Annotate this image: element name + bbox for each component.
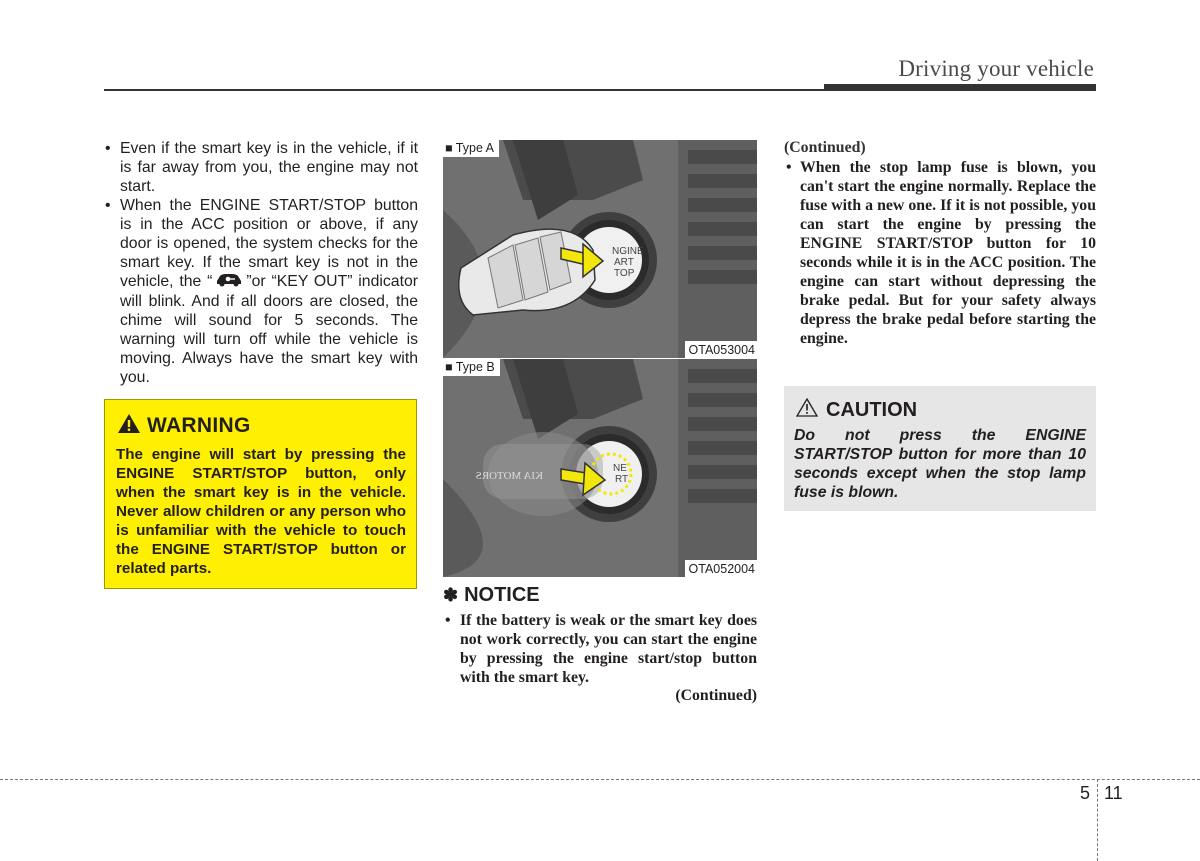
caution-triangle-icon (796, 398, 818, 422)
bullet-list (104, 139, 418, 387)
notice-title: NOTICE (464, 584, 540, 606)
svg-text:RT: RT (615, 474, 629, 485)
svg-text:TOP: TOP (614, 268, 635, 279)
fob-brand-text: KIA MOTORS (475, 470, 543, 482)
running-header: Driving your vehicle (898, 56, 1094, 81)
right-column (784, 139, 1096, 348)
bullet-text-part1: When the ENGINE START/STOP button is in the ACC position or above, if any door is opened, the system checks for the smart key. If the smart key is not in the vehicle, the “ (120, 197, 418, 291)
warning-header (117, 413, 416, 439)
notice-header (443, 584, 757, 607)
footer-rule (0, 779, 1200, 780)
page-number: 11 (1104, 783, 1123, 803)
figure-tag: ■ Type A (443, 140, 499, 157)
list-item (104, 196, 418, 387)
continued-label: (Continued) (784, 139, 866, 156)
caution-title: CAUTION (826, 398, 918, 421)
footer-divider (1097, 779, 1098, 861)
left-column (104, 139, 418, 387)
chapter-number: 5 (1080, 783, 1091, 803)
notice-star-icon: ✽ (443, 585, 459, 605)
figure-tag: ■ Type B (443, 359, 500, 376)
figure-type-a (443, 140, 757, 358)
type-b-illustration (443, 359, 757, 577)
figure-code: OTA053004 (685, 341, 757, 358)
header-rule-thick (824, 84, 1096, 91)
caution-body: Do not press the ENGINE START/STOP button for more than 10 seconds except when the stop lamp fuse is blown. (794, 427, 1086, 501)
warning-triangle-icon (117, 413, 141, 439)
header-rule-thin (104, 89, 824, 91)
bullet-text-part2: ”or “KEY OUT” indicator will blink. And if all doors are closed, the chime will sound for 5 seconds. The warning will turn off while the vehicle is moving. Always have the smart key with you. (120, 273, 418, 386)
notice-section (443, 584, 757, 705)
right-body: • When the stop lamp fuse is blown, you can't start the engine normally. Replace the fuse with a new one. If it is not possible, you can start the engine by pressing the ENGINE START/STOP button for 10 seconds while it is in the ACC position. The engine can start without depressing the brake pedal. But for your safety always depress the brake pedal before starting the engine. (784, 158, 1096, 348)
warning-body: The engine will start by pressing the ENGINE START/STOP button, only when the smart key is in the vehicle. Never allow children or any person who is unfamiliar with the vehicle to touch the ENGINE START/STOP button or related parts. (116, 446, 406, 577)
warning-title: WARNING (147, 414, 251, 437)
svg-text:NE: NE (613, 463, 627, 474)
caution-header (796, 398, 1096, 422)
figure-code: OTA052004 (685, 560, 757, 577)
caution-box (784, 386, 1096, 511)
continued-label: (Continued) (675, 687, 757, 704)
svg-text:NGINE: NGINE (612, 246, 644, 257)
figure-type-b (443, 359, 757, 577)
warning-box (104, 399, 417, 589)
smart-key-indicator-icon (214, 272, 244, 292)
list-item: • Even if the smart key is in the vehicle, if it is far away from you, the engine may not start. (104, 139, 418, 196)
type-a-illustration (443, 140, 757, 358)
svg-text:ART: ART (614, 257, 634, 268)
notice-body: • If the battery is weak or the smart key does not work correctly, you can start the engine by pressing the engine start/stop button with the smart key. (443, 611, 757, 687)
